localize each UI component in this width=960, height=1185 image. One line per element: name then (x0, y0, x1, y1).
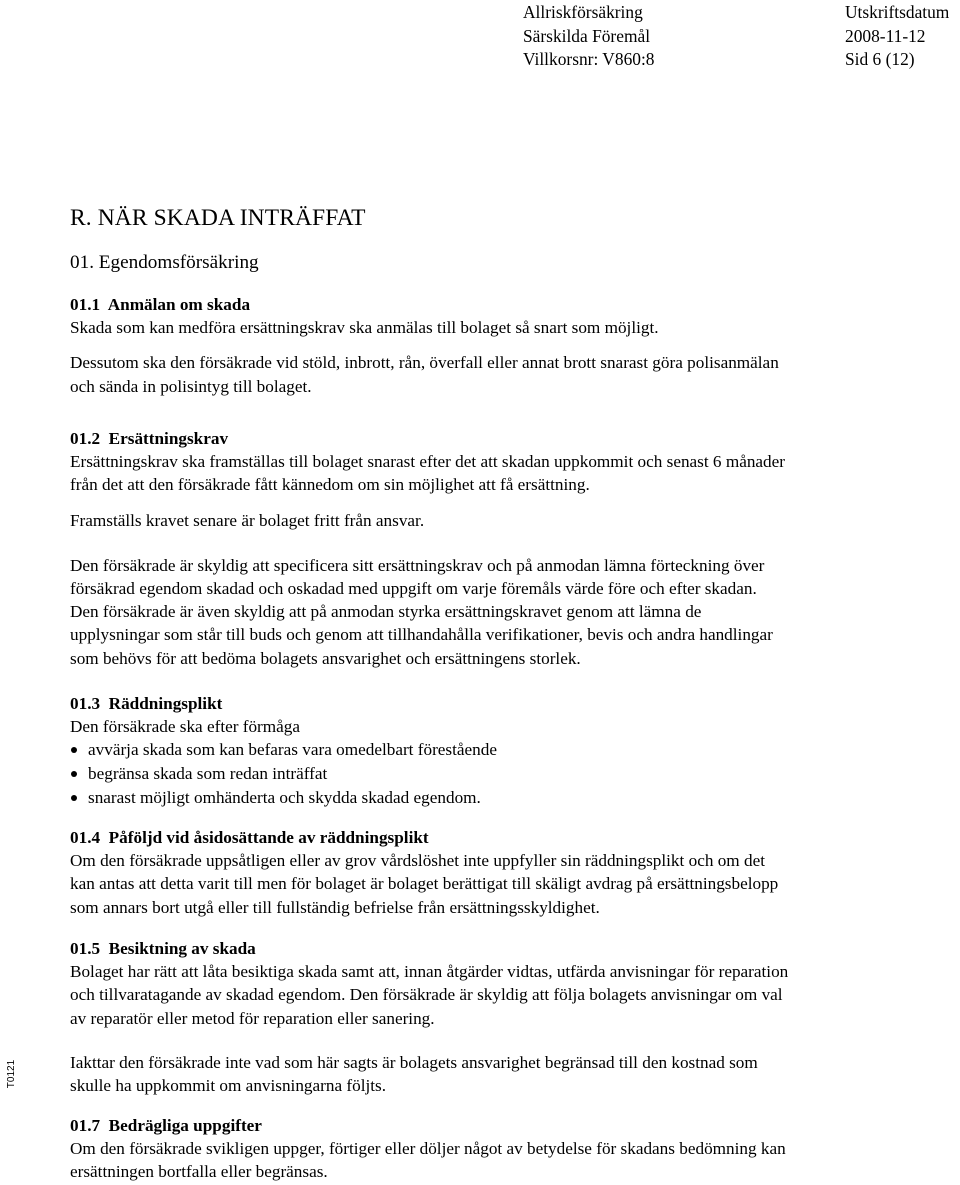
subsection-title: 01. Egendomsförsäkring (70, 252, 259, 273)
section-heading-text: Påföljd vid åsidosättande av räddningsplikt (108, 828, 429, 847)
paragraph-line: kan antas att detta varit till men för bolaget är bolaget berättigat till skäligt avdrag på ersättningsbelopp (70, 874, 779, 894)
section-heading-text: Besiktning av skada (108, 939, 256, 958)
paragraph-line: upplysningar som står till buds och genom att tillhandahålla verifikationer, bevis och andra handlingar (70, 625, 773, 645)
section-number: 01.7 (70, 1116, 101, 1135)
section-number: 01.5 (70, 939, 101, 958)
section-01-5 (70, 937, 890, 1097)
bullet-text: snarast möjligt omhänderta och skydda skadad egendom. (88, 788, 481, 808)
paragraph-line: av reparatör eller metod för reparation eller sanering. (70, 1008, 435, 1028)
paragraph-line: Den försäkrade är skyldig att specificera sitt ersättningskrav och på anmodan lämna förteckning över (70, 555, 765, 575)
section-heading (70, 937, 890, 960)
section-heading (70, 427, 890, 450)
paragraph-line: och sända in polisintyg till bolaget. (70, 376, 312, 396)
section-heading-text: Räddningsplikt (108, 694, 223, 713)
section-heading-text: Bedrägliga uppgifter (108, 1116, 262, 1135)
bullet-text: avvärja skada som kan befaras vara omedelbart förestående (88, 740, 497, 760)
section-01-7 (70, 1114, 890, 1184)
paragraph-line: Om den försäkrade uppsåtligen eller av grov vårdslöshet inte uppfyller sin räddningsplikt och om det (70, 851, 765, 871)
paragraph-line: och tillvaratagande av skadad egendom. Den försäkrade är skyldig att följa bolagets anvisningar om val (70, 985, 783, 1005)
bullet-text: begränsa skada som redan inträffat (88, 764, 328, 784)
section-number: 01.4 (70, 828, 101, 847)
paragraph-line: Den försäkrade är även skyldig att på anmodan styrka ersättningskravet genom att lämna de (70, 602, 702, 622)
bullet-item (70, 762, 890, 786)
section-01-3 (70, 692, 890, 810)
paragraph-line: Bolaget har rätt att låta besiktiga skada samt att, innan åtgärder vidtas, utfärda anvisningar för reparation (70, 962, 789, 982)
section-heading (70, 293, 890, 316)
paragraph-line: från det att den försäkrade fått kännedom om sin möjlighet att få ersättning. (70, 475, 590, 495)
header-page-number: Sid 6 (12) (845, 49, 915, 69)
bullet-item (70, 786, 890, 810)
header-print-date: 2008-11-12 (845, 25, 926, 46)
section-01-4 (70, 826, 890, 919)
section-number: 01.2 (70, 429, 101, 448)
paragraph-line: Ersättningskrav ska framställas till bolaget snarast efter det att skadan uppkommit och senast 6 månader (70, 452, 785, 472)
bullet-icon (71, 771, 77, 777)
section-title: R. NÄR SKADA INTRÄFFAT (70, 205, 366, 231)
section-number: 01.3 (70, 694, 101, 713)
paragraph-line: Framställs kravet senare är bolaget fritt från ansvar. (70, 510, 425, 530)
section-heading-text: Anmälan om skada (107, 295, 251, 314)
paragraph-line: som annars bort utgå eller till fullständig befrielse från ersättningsskyldighet. (70, 897, 600, 917)
header-terms-number: Villkorsnr: V860:8 (523, 49, 655, 69)
section-01-2 (70, 427, 890, 670)
header-left (523, 1, 654, 72)
paragraph-line: försäkrad egendom skadad och oskadad med uppgift om varje föremåls värde före och efter skadan. (70, 579, 757, 599)
section-number: 01.1 (70, 295, 101, 314)
bullet-icon (71, 747, 77, 753)
header-right (845, 1, 949, 72)
paragraph-line: Om den försäkrade svikligen uppger, förtiger eller döljer något av betydelse för skadans bedömning kan (70, 1139, 786, 1159)
paragraph-line: som behövs för att bedöma bolagets ansvarighet och ersättningens storlek. (70, 648, 581, 668)
side-document-code: T0121 (6, 1059, 17, 1089)
paragraph-line: ersättningen bortfalla eller begränsas. (70, 1162, 328, 1182)
section-heading-text: Ersättningskrav (108, 429, 229, 448)
section-heading (70, 692, 890, 715)
bullet-list (70, 738, 890, 810)
header-print-date-label: Utskriftsdatum (845, 2, 950, 22)
paragraph-line: Den försäkrade ska efter förmåga (70, 717, 301, 737)
bullet-icon (71, 795, 77, 801)
header-subproduct: Särskilda Föremål (523, 25, 651, 46)
bullet-item (70, 738, 890, 762)
paragraph-line: skulle ha uppkommit om anvisningarna följts. (70, 1076, 387, 1096)
paragraph-line: Skada som kan medföra ersättningskrav ska anmälas till bolaget så snart som möjligt. (70, 318, 659, 338)
section-heading (70, 1114, 890, 1137)
paragraph-line: Dessutom ska den försäkrade vid stöld, inbrott, rån, överfall eller annat brott snarast göra polisanmälan (70, 353, 779, 373)
section-heading (70, 826, 890, 849)
header-product: Allriskförsäkring (523, 2, 643, 22)
section-01-1 (70, 293, 890, 398)
paragraph-line: Iakttar den försäkrade inte vad som här sagts är bolagets ansvarighet begränsad till den kostnad som (70, 1052, 758, 1072)
